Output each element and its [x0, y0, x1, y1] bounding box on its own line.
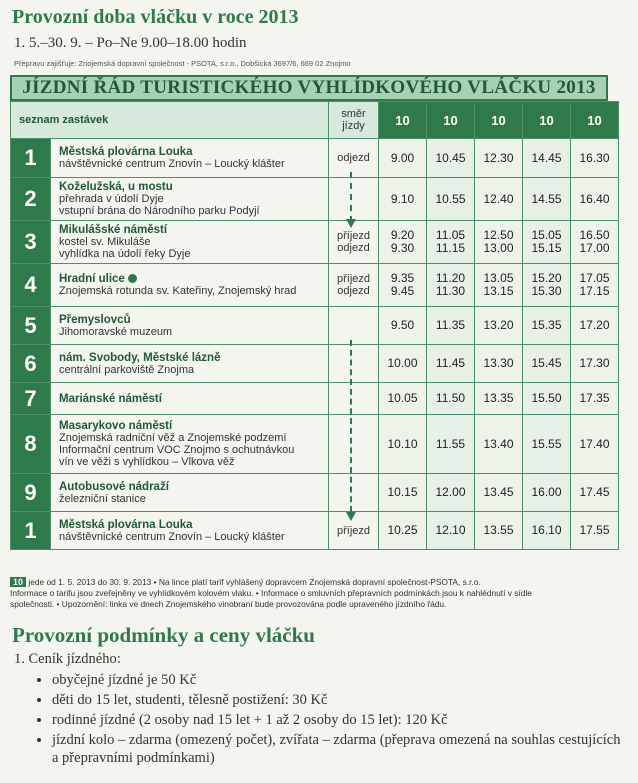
stop-name: Hradní ulice [59, 273, 125, 285]
time-cell [427, 474, 475, 512]
note-line: Informace o tarifu jsou zveřejněny ve vyhlídkovém kolovém vlaku. • Informace o smluvních přepravních podmínkách jsou k nahlédnutí v sídle [10, 588, 532, 598]
time-cell [571, 139, 619, 178]
time-cell [427, 512, 475, 550]
down-arrow-icon [346, 219, 356, 228]
stop-cell [51, 383, 329, 415]
list-item: • děti do 15 let, studenti, tělesně postižení: 30 Kč [52, 691, 624, 709]
time-value: 13.55 [483, 523, 514, 537]
time-cell [427, 264, 475, 307]
time-value: 11.35 [435, 318, 466, 332]
trip-header: 10 [475, 102, 523, 139]
price-list-heading: 1. Ceník jízdného: [14, 651, 121, 667]
time-value: 13.30 [483, 356, 514, 370]
time-value: 16.00 [531, 485, 562, 499]
time-cell [475, 383, 523, 415]
time-cell [523, 221, 571, 264]
time-cell [379, 178, 427, 221]
time-cell [571, 383, 619, 415]
direction-cell [329, 178, 379, 221]
time-value: 13.20 [483, 318, 514, 332]
time-cell [571, 415, 619, 474]
time-value: 16.40 [579, 191, 610, 206]
table-header-row [11, 102, 619, 139]
time-cell [523, 474, 571, 512]
direction-cell [329, 139, 379, 178]
time-cell [475, 415, 523, 474]
time-cell [379, 474, 427, 512]
direction-label: příjezd [336, 230, 371, 242]
note-line: společnosti. • Upozornění: linka ve dnech Znojemského vinobraní bude provozována podle upraveného jízdního řádu. [10, 599, 447, 609]
time-value: 12.30 [483, 150, 514, 165]
time-value: 13.00 [483, 241, 514, 255]
stop-name: Autobusové nádraží [59, 480, 169, 493]
conditions-title: Provozní podmínky a ceny vláčku [12, 623, 315, 647]
time-cell [379, 383, 427, 415]
time-value: 9.30 [390, 241, 415, 255]
time-cell [523, 383, 571, 415]
stop-description: vyhlídka na údolí řeky Dyje [59, 248, 191, 260]
time-cell [427, 139, 475, 178]
stop-name: Městská plovárna Louka [59, 518, 193, 531]
price-list [14, 671, 624, 767]
time-value: 9.50 [390, 318, 415, 332]
time-value: 9.00 [390, 150, 415, 165]
time-cell [379, 264, 427, 307]
direction-label: odjezd [337, 285, 370, 297]
direction-arrow-line [350, 172, 352, 222]
table-row [11, 264, 619, 307]
stop-name: Mikulášské náměstí [59, 224, 168, 236]
time-value: 13.45 [483, 485, 514, 499]
stop-cell [51, 415, 329, 474]
trip-header: 10 [379, 102, 427, 139]
stop-description: Jihomoravské muzeum [59, 325, 173, 338]
table-row [11, 512, 619, 550]
time-cell [523, 178, 571, 221]
stop-number: 9 [11, 474, 51, 512]
time-cell [475, 512, 523, 550]
time-value: 13.05 [483, 271, 514, 285]
time-value: 15.30 [531, 284, 562, 298]
time-cell [427, 345, 475, 383]
stop-description: vín ve věži s vyhlídkou – Vlkova věž [59, 456, 235, 468]
time-value: 10.45 [435, 150, 466, 165]
stop-description: železniční stanice [59, 492, 146, 505]
time-value: 17.40 [579, 436, 610, 451]
landmark-dot-icon [128, 274, 137, 283]
time-cell [379, 307, 427, 345]
time-value: 16.10 [531, 523, 562, 537]
time-cell [379, 415, 427, 474]
time-cell [427, 307, 475, 345]
time-cell [571, 307, 619, 345]
direction-label: příjezd [336, 273, 371, 285]
time-cell [475, 264, 523, 307]
time-cell [523, 345, 571, 383]
time-cell [523, 307, 571, 345]
time-cell [475, 139, 523, 178]
time-cell [379, 512, 427, 550]
stop-number: 8 [11, 415, 51, 474]
time-cell [427, 178, 475, 221]
time-value: 12.10 [435, 523, 466, 537]
time-value: 10.15 [387, 485, 418, 499]
stop-description: Znojemská radniční věž a Znojemské podzemí [59, 432, 287, 444]
time-value: 15.15 [531, 241, 562, 255]
time-value: 11.20 [435, 271, 466, 285]
time-value: 13.35 [483, 391, 514, 405]
time-value: 9.35 [390, 271, 415, 285]
stop-cell [51, 474, 329, 512]
timetable [10, 101, 619, 550]
operator-info: Přepravu zajišťuje: Znojemská dopravní společnost - PSOTA, s.r.o., Dobšická 3697/6, 669 02 Znojmo [14, 59, 351, 68]
time-value: 11.15 [435, 241, 466, 255]
note-line [10, 577, 610, 588]
direction-cell [329, 474, 379, 512]
time-cell [571, 178, 619, 221]
stop-cell [51, 307, 329, 345]
direction-label-1: směr [341, 108, 366, 120]
time-cell [571, 474, 619, 512]
time-value: 16.50 [579, 228, 610, 242]
time-value: 11.45 [435, 356, 466, 370]
stop-description: vstupní brána do Národního parku Podyjí [59, 205, 260, 217]
table-row [11, 474, 619, 512]
stop-number: 5 [11, 307, 51, 345]
timetable-banner: JÍZDNÍ ŘÁD TURISTICKÉHO VYHLÍDKOVÉHO VLÁČKU 2013 [10, 75, 608, 101]
time-value: 17.15 [579, 284, 610, 298]
time-value: 10.05 [387, 391, 418, 405]
time-value: 11.55 [435, 436, 466, 451]
time-value: 10.10 [387, 436, 418, 451]
time-value: 13.15 [483, 284, 514, 298]
time-value: 17.55 [579, 523, 610, 537]
time-value: 10.25 [387, 523, 418, 537]
time-value: 11.50 [435, 391, 466, 405]
stop-description: návštěvnické centrum Znovín – Loucký klášter [59, 530, 285, 543]
time-value: 17.05 [579, 271, 610, 285]
trip-header: 10 [427, 102, 475, 139]
stop-number: 1 [11, 139, 51, 178]
stop-description: Znojemská rotunda sv. Kateřiny, Znojemský hrad [59, 285, 297, 297]
time-cell [571, 345, 619, 383]
stop-name: Přemyslovců [59, 313, 131, 326]
direction-label: odjezd [337, 152, 370, 164]
direction-cell [329, 383, 379, 415]
time-cell [379, 221, 427, 264]
stop-number: 2 [11, 178, 51, 221]
stop-cell [51, 139, 329, 178]
time-value: 10.55 [435, 191, 466, 206]
stop-number: 7 [11, 383, 51, 415]
direction-cell [329, 345, 379, 383]
time-value: 17.35 [579, 391, 610, 405]
time-value: 17.45 [579, 485, 610, 499]
stop-cell [51, 264, 329, 307]
page-title: Provozní doba vláčku v roce 2013 [12, 6, 299, 28]
table-row [11, 221, 619, 264]
table-row [11, 345, 619, 383]
time-value: 14.45 [531, 150, 562, 165]
stop-name: Masarykovo náměstí [59, 420, 173, 432]
direction-label-2: jízdy [342, 120, 365, 132]
time-value: 14.55 [531, 191, 562, 206]
time-value: 13.40 [483, 436, 514, 451]
trip-header: 10 [523, 102, 571, 139]
time-cell [475, 345, 523, 383]
time-cell [427, 221, 475, 264]
stops-column-header: seznam zastávek [11, 102, 329, 139]
table-row [11, 415, 619, 474]
conditions-section [14, 651, 624, 769]
stop-name: Mariánské náměstí [59, 392, 162, 405]
time-value: 10.00 [387, 356, 418, 370]
stop-description: centrální parkoviště Znojma [59, 363, 195, 376]
stop-name: Koželužská, u mostu [59, 181, 173, 193]
time-cell [523, 264, 571, 307]
time-cell [571, 512, 619, 550]
stop-number: 4 [11, 264, 51, 307]
time-cell [475, 221, 523, 264]
time-cell [475, 474, 523, 512]
stop-cell [51, 345, 329, 383]
time-cell [475, 178, 523, 221]
direction-cell [329, 307, 379, 345]
table-row [11, 307, 619, 345]
time-value: 16.30 [579, 150, 610, 165]
list-item: • rodinné jízdné (2 osoby nad 15 let + 1 až 2 osoby do 15 let): 120 Kč [52, 711, 624, 729]
time-value: 15.20 [531, 271, 562, 285]
table-row [11, 383, 619, 415]
time-cell [571, 264, 619, 307]
stop-number: 1 [11, 512, 51, 550]
time-value: 17.00 [579, 241, 610, 255]
time-value: 12.00 [435, 485, 466, 499]
direction-label: příjezd [336, 524, 371, 537]
list-item: • obyčejné jízdné je 50 Kč [52, 671, 624, 689]
stop-description: kostel sv. Mikuláše [59, 236, 151, 248]
time-cell [379, 345, 427, 383]
line-number-badge: 10 [10, 577, 26, 587]
direction-cell [329, 415, 379, 474]
stop-cell [51, 178, 329, 221]
stop-name: nám. Svobody, Městské lázně [59, 351, 221, 364]
time-value: 12.40 [483, 191, 514, 206]
stop-description: návštěvnické centrum Znovín – Loucký klášter [59, 158, 285, 170]
down-arrow-icon [346, 512, 356, 521]
time-cell [571, 221, 619, 264]
direction-arrow-line [350, 340, 352, 512]
time-cell [427, 383, 475, 415]
time-value: 15.05 [531, 228, 562, 242]
time-value: 17.30 [579, 356, 610, 370]
time-value: 15.35 [531, 318, 562, 332]
time-cell [523, 415, 571, 474]
time-cell [475, 307, 523, 345]
stop-name: Městská plovárna Louka [59, 146, 193, 158]
table-row [11, 139, 619, 178]
timetable-notes [10, 577, 610, 610]
time-value: 15.55 [531, 436, 562, 451]
stop-cell [51, 512, 329, 550]
stop-description: přehrada v údolí Dyje [59, 193, 164, 205]
stop-description: Informační centrum VOC Znojmo s ochutnávkou [59, 444, 295, 456]
direction-column-header [329, 102, 379, 139]
stop-number: 6 [11, 345, 51, 383]
stop-cell [51, 221, 329, 264]
note-text: jede od 1. 5. 2013 do 30. 9. 2013 • Na lince platí tarif vyhlášený dopravcem Znojemská dopravní společnost-PSOTA, s.r.o. [28, 577, 481, 587]
time-value: 12.50 [483, 228, 514, 242]
direction-label: odjezd [337, 242, 370, 254]
time-value: 17.20 [579, 318, 610, 332]
trip-header: 10 [571, 102, 619, 139]
time-value: 15.50 [531, 391, 562, 405]
list-item: • jízdní kolo – zdarma (omezený počet), zvířata – zdarma (přeprava omezená na souhlas cestujících a přepravními podmínkami) [52, 731, 624, 767]
time-value: 15.45 [531, 356, 562, 370]
time-cell [427, 415, 475, 474]
time-value: 9.10 [390, 191, 415, 206]
time-value: 9.20 [390, 228, 415, 242]
time-value: 11.30 [435, 284, 466, 298]
time-cell [523, 512, 571, 550]
stop-number: 3 [11, 221, 51, 264]
time-cell [523, 139, 571, 178]
time-value: 9.45 [390, 284, 415, 298]
operating-hours: 1. 5.–30. 9. – Po–Ne 9.00–18.00 hodin [14, 35, 247, 51]
table-row [11, 178, 619, 221]
time-value: 11.05 [435, 228, 466, 242]
direction-cell [329, 264, 379, 307]
time-cell [379, 139, 427, 178]
